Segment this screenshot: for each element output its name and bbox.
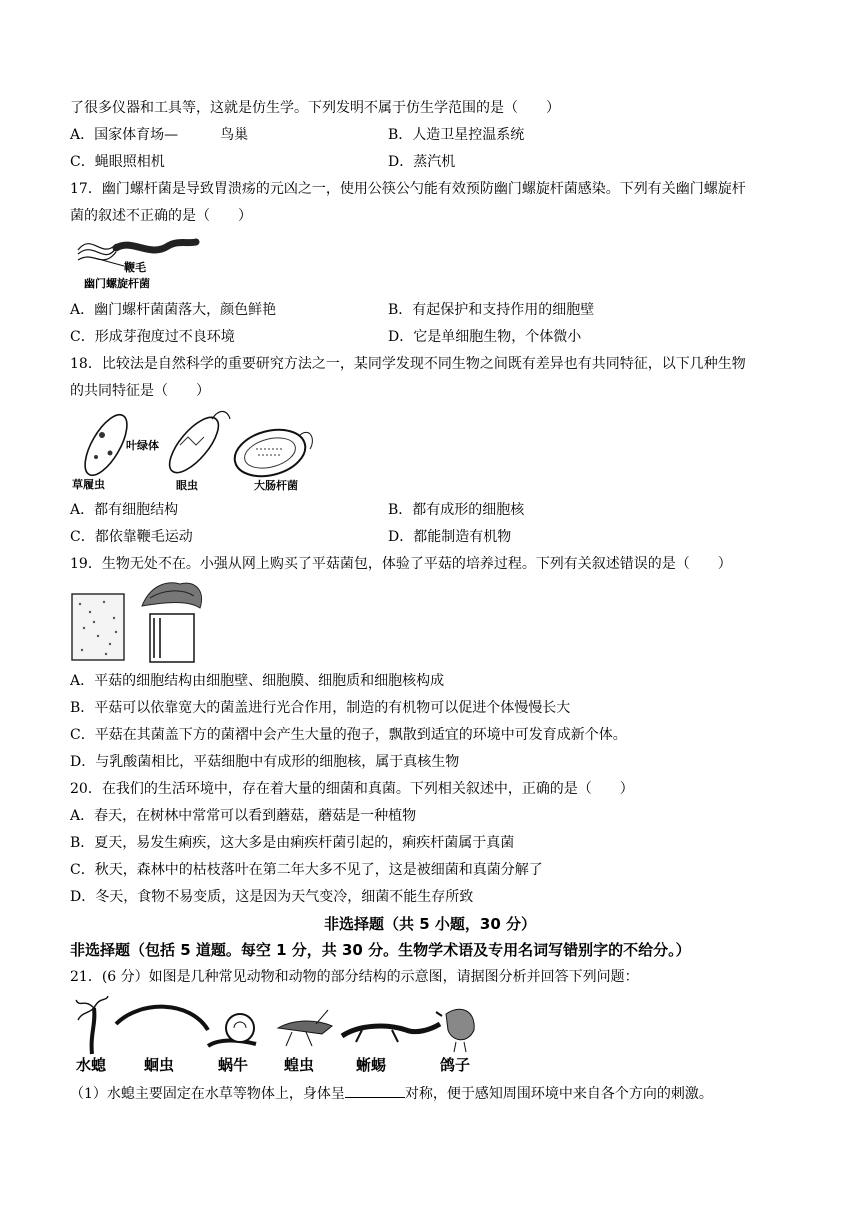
q17-option-b: B．有起保护和支持作用的细胞壁 [388, 302, 595, 318]
q16-option-b: B．人造卫星控温系统 [388, 127, 525, 143]
animals-drawing [70, 994, 490, 1080]
section-title: 非选择题（共 5 小题，30 分） [324, 915, 536, 933]
animal-label-snail: 蜗牛 [218, 1056, 249, 1074]
q21-sub1 [70, 1083, 713, 1104]
animal-label-hydra: 水螅 [76, 1056, 107, 1074]
q16-option-c: C．蝇眼照相机 [70, 154, 165, 170]
animal-label-lizard: 蜥蜴 [356, 1056, 387, 1074]
animals-figure [70, 994, 490, 1080]
q17-stem-line1: 17．幽门螺杆菌是导致胃溃疡的元凶之一，使用公筷公勺能有效预防幽门螺旋杆菌感染。下列有关幽门螺旋杆 [70, 181, 746, 197]
q19-option-a: A．平菇的细胞结构由细胞壁、细胞膜、细胞质和细胞核构成 [70, 673, 445, 689]
q18-option-a: A．都有细胞结构 [70, 502, 179, 518]
q18-stem-line2: 的共同特征是（ ） [70, 383, 210, 399]
q19-option-b: B．平菇可以依靠宽大的菌盖进行光合作用，制造的有机物可以促进个体慢慢长大 [70, 700, 571, 716]
q20-option-b: B．夏天，易发生痢疾，这大多是由痢疾杆菌引起的，痢疾杆菌属于真菌 [70, 835, 515, 851]
q17-option-a: A．幽门螺杆菌菌落大，颜色鲜艳 [70, 302, 277, 318]
answer-blank[interactable] [345, 1083, 405, 1098]
oyster-mushroom-figure [70, 578, 210, 664]
q18-option-d: D．都能制造有机物 [388, 529, 512, 545]
animal-label-grasshopper: 蝗虫 [284, 1056, 315, 1074]
q17-stem-line2: 菌的叙述不正确的是（ ） [70, 208, 252, 224]
animal-label-roundworm: 蛔虫 [144, 1056, 175, 1074]
microorganisms-figure [70, 405, 320, 493]
q21-sub1-text-a: （1）水螅主要固定在水草等物体上，身体呈 [70, 1086, 345, 1102]
q17-option-c: C．形成芽孢度过不良环境 [70, 329, 235, 345]
helicobacter-label: 幽门螺旋杆菌 [84, 277, 150, 290]
helicobacter-figure [72, 230, 202, 292]
q19-stem: 19．生物无处不在。小强从网上购买了平菇菌包，体验了平菇的培养过程。下列有关叙述错误的是（ ） [70, 556, 732, 572]
animal-label-pigeon: 鸽子 [440, 1056, 471, 1074]
flagellum-label: 鞭毛 [124, 261, 146, 274]
q18-stem-line1: 18．比较法是自然科学的重要研究方法之一，某同学发现不同生物之间既有差异也有共同特征，以下几种生物 [70, 356, 746, 372]
q21-sub1-text-b: 对称，便于感知周围环境中来自各个方向的刺激。 [404, 1086, 713, 1102]
q18-option-b: B．都有成形的细胞核 [388, 502, 525, 518]
section-note: 非选择题（包括 5 道题。每空 1 分，共 30 分。生物学术语及专用名词写错别字的不给分。） [70, 941, 691, 959]
q16-stem: 了很多仪器和工具等，这就是仿生学。下列发明不属于仿生学范围的是（ ） [70, 100, 560, 116]
q19-option-c: C．平菇在其菌盖下方的菌褶中会产生大量的孢子，飘散到适宜的环境中可发育成新个体。 [70, 727, 627, 743]
chloroplast-label: 叶绿体 [126, 439, 159, 452]
euglena-label: 眼虫 [176, 479, 198, 492]
q20-option-a: A．春天，在树林中常常可以看到蘑菇，蘑菇是一种植物 [70, 808, 417, 824]
q16-option-d: D．蒸汽机 [388, 154, 456, 170]
q20-option-d: D．冬天，食物不易变质，这是因为天气变冷，细菌不能生存所致 [70, 889, 474, 905]
q18-option-c: C．都依靠鞭毛运动 [70, 529, 193, 545]
oyster-mushroom-drawing [70, 578, 210, 664]
q21-stem: 21．(6 分）如图是几种常见动物和动物的部分结构的示意图，请据图分析并回答下列问题： [70, 969, 639, 985]
q20-option-c: C．秋天，森林中的枯枝落叶在第二年大多不见了，这是被细菌和真菌分解了 [70, 862, 543, 878]
ecoli-label: 大肠杆菌 [254, 479, 298, 492]
q20-stem: 20．在我们的生活环境中，存在着大量的细菌和真菌。下列相关叙述中，正确的是（ ） [70, 781, 634, 797]
q16-option-a: A．国家体育场— 鸟巢 [70, 127, 249, 143]
q17-option-d: D．它是单细胞生物，个体微小 [388, 329, 582, 345]
paramecium-label: 草履虫 [72, 478, 105, 491]
q19-option-d: D．与乳酸菌相比，平菇细胞中有成形的细胞核，属于真核生物 [70, 754, 460, 770]
